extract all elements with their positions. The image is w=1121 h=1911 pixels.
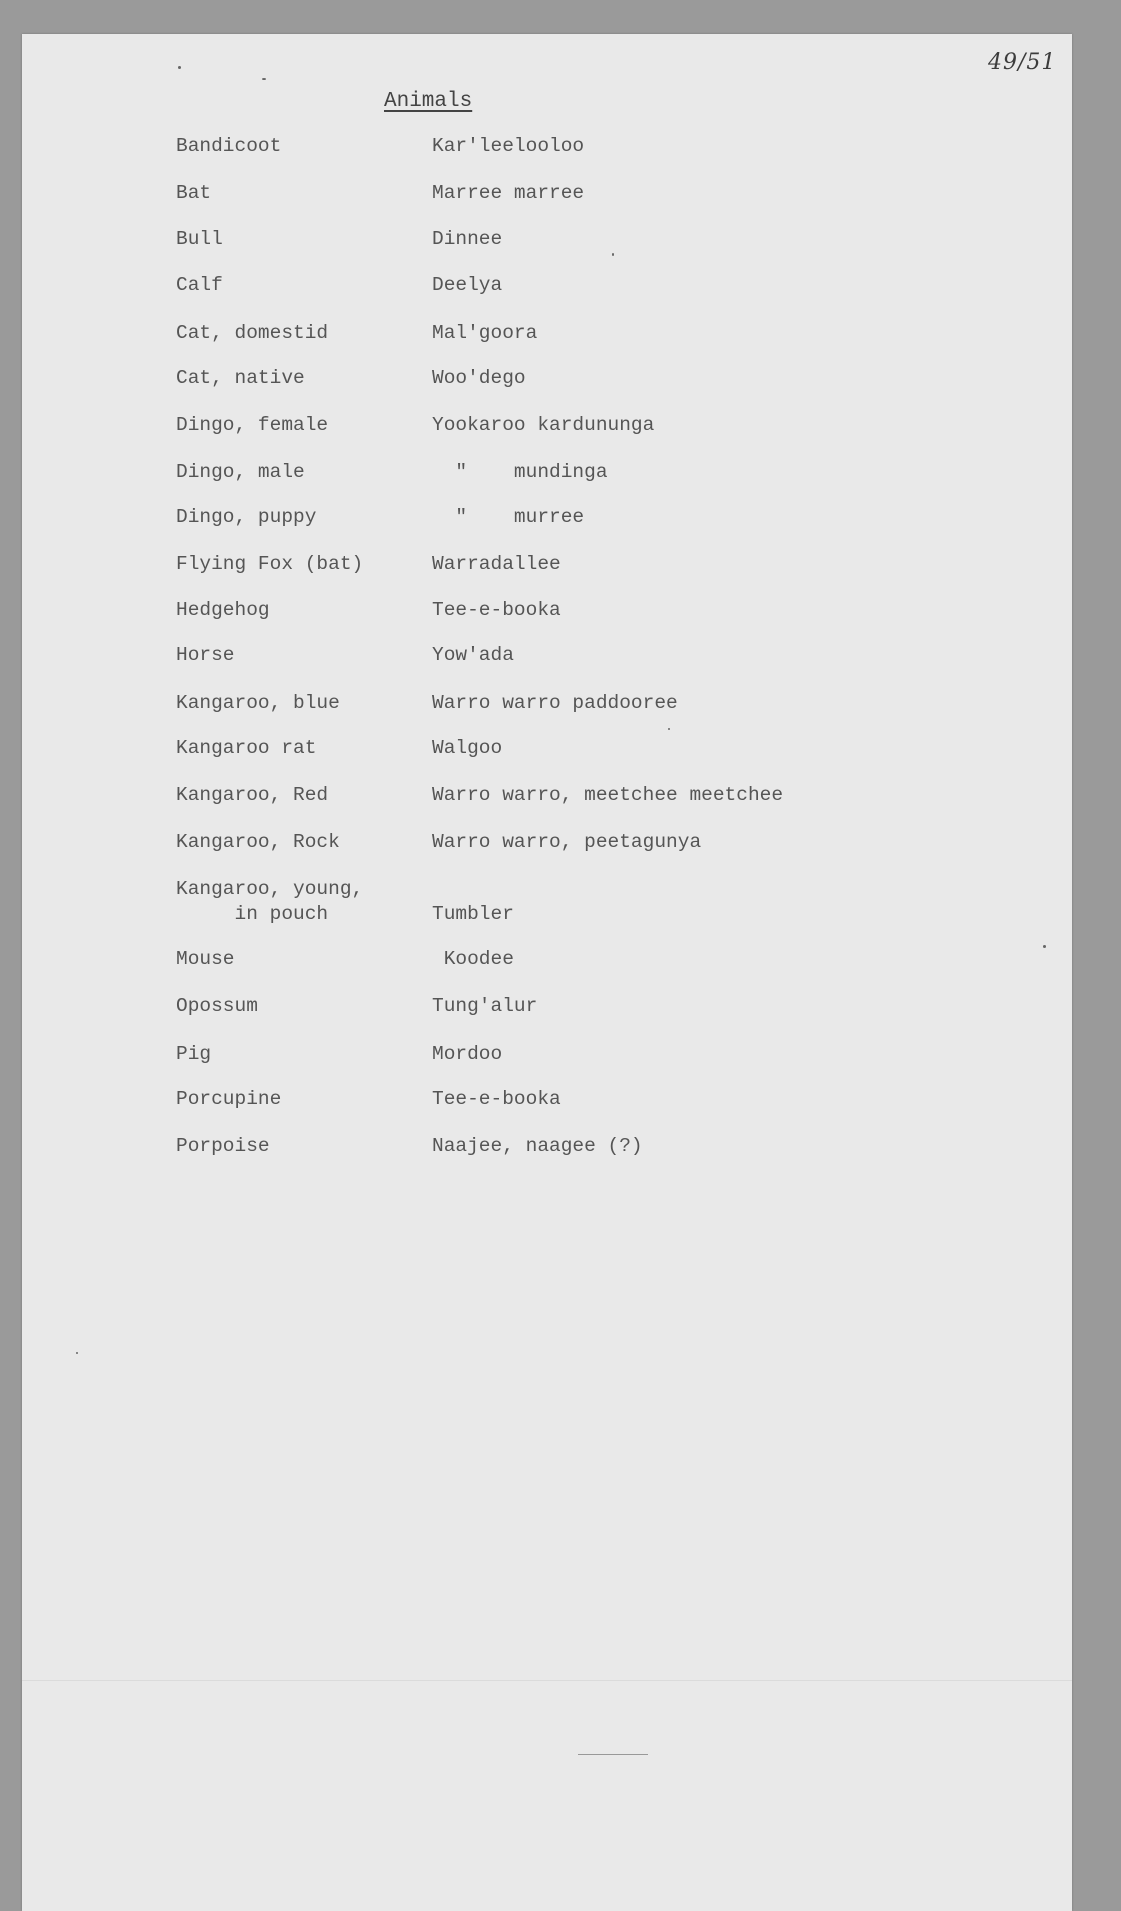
english-term: Flying Fox (bat) (176, 553, 364, 575)
english-term: Mouse (176, 948, 235, 970)
native-term: Woo'dego (432, 367, 526, 389)
english-term: Hedgehog (176, 599, 270, 621)
english-term: Bat (176, 182, 212, 204)
english-term: Porpoise (176, 1135, 270, 1157)
scan-speck (1043, 945, 1046, 948)
english-term: Calf (176, 274, 223, 296)
english-term: Porcupine (176, 1088, 282, 1110)
native-term: " mundinga (432, 461, 608, 483)
native-term: Warradallee (432, 553, 561, 575)
english-term: Kangaroo, young, in pouch (176, 878, 364, 925)
scan-mark (578, 1754, 648, 1755)
english-term: Kangaroo, blue (176, 692, 340, 714)
native-term: Walgoo (432, 737, 503, 759)
native-term: Mordoo (432, 1043, 503, 1065)
english-term: Cat, native (176, 367, 305, 389)
native-term: Tee-e-booka (432, 599, 561, 621)
scan-speck (76, 1352, 78, 1354)
page-number: 49/51 (988, 50, 1057, 75)
native-term: Dinnee (432, 228, 503, 250)
english-term: Kangaroo, Red (176, 784, 329, 806)
english-term: Horse (176, 644, 235, 666)
native-term: Kar'leelooloo (432, 135, 585, 157)
english-term: Opossum (176, 995, 258, 1017)
native-term: Tumbler (432, 903, 514, 925)
native-term: " murree (432, 506, 585, 528)
english-term: Kangaroo, Rock (176, 831, 340, 853)
scan-speck (262, 78, 266, 80)
native-term: Koodee (432, 948, 514, 970)
english-term: Kangaroo rat (176, 737, 317, 759)
scan-speck (612, 253, 614, 256)
native-term: Tee-e-booka (432, 1088, 561, 1110)
native-term: Yow'ada (432, 644, 514, 666)
native-term: Yookaroo kardununga (432, 414, 655, 436)
english-term: Dingo, female (176, 414, 329, 436)
english-term: Cat, domestid (176, 322, 329, 344)
native-term: Marree marree (432, 182, 585, 204)
native-term: Naajee, naagee (?) (432, 1135, 643, 1157)
native-term: Warro warro paddooree (432, 692, 678, 714)
english-term: Dingo, male (176, 461, 305, 483)
english-term: Bull (176, 228, 223, 250)
english-term: Dingo, puppy (176, 506, 317, 528)
english-term: Pig (176, 1043, 212, 1065)
scan-speck (178, 66, 181, 69)
native-term: Warro warro, meetchee meetchee (432, 784, 784, 806)
native-term: Deelya (432, 274, 503, 296)
native-term: Warro warro, peetagunya (432, 831, 702, 853)
english-term: Bandicoot (176, 135, 282, 157)
page-heading: Animals (384, 90, 473, 113)
native-term: Tung'alur (432, 995, 538, 1017)
native-term: Mal'goora (432, 322, 538, 344)
scan-speck (668, 728, 670, 730)
